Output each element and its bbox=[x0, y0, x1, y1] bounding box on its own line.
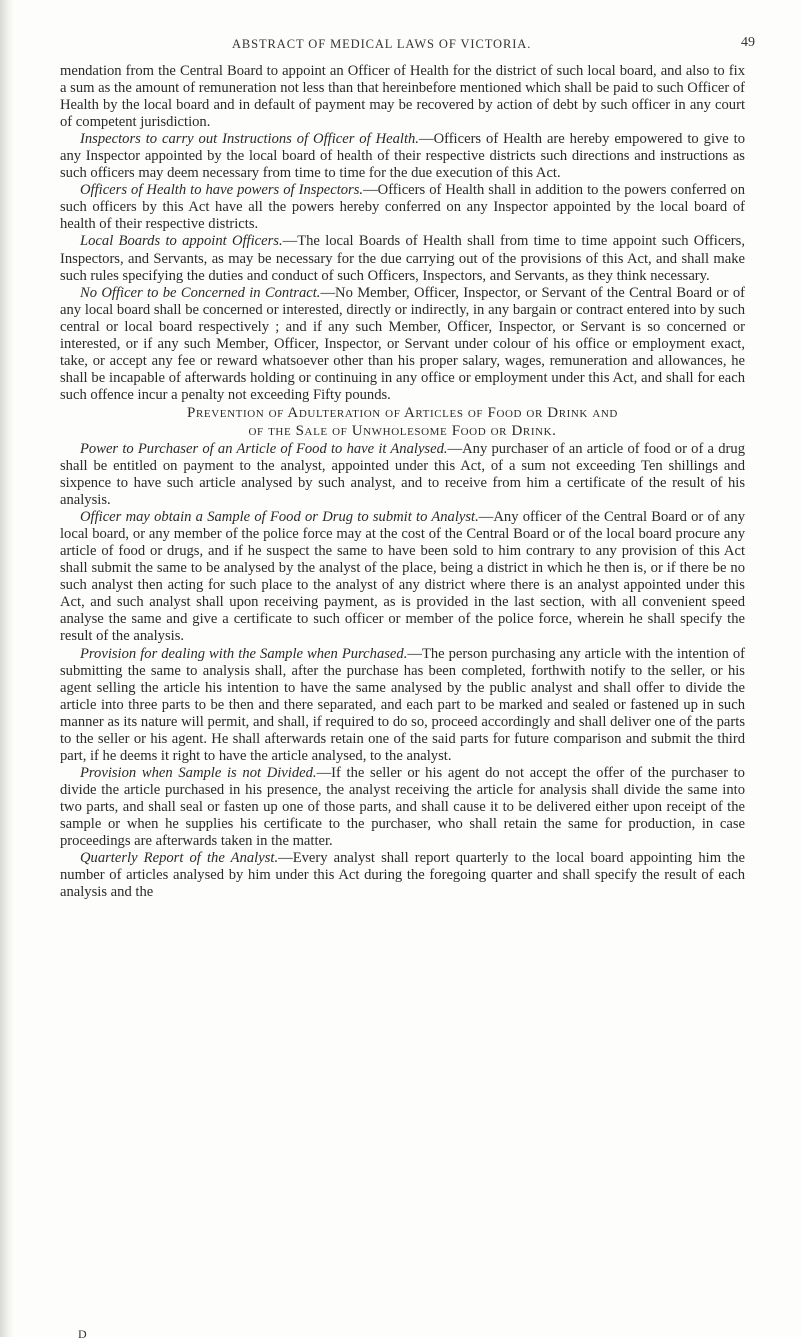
paragraph-text: —No Member, Officer, Inspector, or Servant of the Central Board or of any local board shall be concerned or interested, directly or indirectly, in any bargain or contract entered into by such central or local board respectively ; and if any such Member, Officer, Inspector, or Servant is so concerned or interested, or if any such Member, Officer, Inspector, or Servant under colour of his office or employment exact, take, or accept any fee or reward whatsoever other than his proper salary, wages, remuneration and allowances, he shall be incapable of afterwards holding or continuing in any office or employment under this Act, and shall for each such offence incur a penalty not exceeding Fifty pounds. bbox=[60, 284, 746, 403]
paragraph-text: —Every analyst shall report quarterly to the local board appointing him the number of articles analysed by him under this Act during the foregoing quarter and shall specify the result of each analysis and the bbox=[60, 850, 745, 901]
side-heading: Provision for dealing with the Sample when Purchased. bbox=[80, 645, 408, 662]
section-heading-line-2: of the Sale of Unwholesome Food or Drink. bbox=[248, 423, 557, 440]
side-heading: Officer may obtain a Sample of Food or Drug to submit to Analyst. bbox=[80, 509, 479, 526]
side-heading: Local Boards to appoint Officers. bbox=[80, 233, 283, 250]
side-heading: Officers of Health to have powers of Inspectors. bbox=[80, 182, 364, 199]
paragraph-text: —The person purchasing any article with the intention of submitting the same to analysis shall, after the purchase has been completed, forthwith notify to the seller, or his agent selling the article his intention to have the same analysed by the public analyst and shall offer to divide the article into three parts to be then and there separated, and each part to be marked and sealed or fastened up in such manner as its nature will permit, and shall, if required to do so, proceed accordingly and shall deliver one of the parts to the seller or his agent. He shall afterwards retain one of the said parts for future comparison and submit the third part, if he deems it right to have the article analysed, to the analyst. bbox=[60, 645, 745, 764]
page-number: 49 bbox=[741, 35, 755, 50]
section-heading-line-1: Prevention of Adulteration of Articles of Food or Drink and bbox=[187, 404, 618, 421]
side-heading: Inspectors to carry out Instructions of Officer of Health. bbox=[80, 131, 419, 148]
paragraph-text: —Officers of Health are hereby empowered to give to any Inspector appointed by the local board of health of their respective districts such directions and instructions as such officers may deem necessary from time to time for the due execution of this Act. bbox=[60, 131, 745, 182]
paragraph-sample-purchased bbox=[60, 646, 745, 765]
paragraph-text: —Any officer of the Central Board or of any local board, or any member of the police force may at the cost of the Central Board or of the local board procure any article of food or drugs, and if he suspect the same to have been sold to him contrary to any provision of this Act shall submit the same to be analysed by the analyst of the place, being a district in which he then is, or if there be no such analyst then acting for such place to the analyst of any district where there is an analyst appointed under this Act, and such analyst shall upon receiving payment, as is provided in the last section, with all convenient speed analyse the same and give a certificate to such officer or member of the police force, wherein he shall specify the result of the analysis. bbox=[60, 509, 745, 645]
paragraph-inspectors-instructions bbox=[60, 131, 745, 182]
section-heading bbox=[60, 404, 745, 441]
side-heading: Quarterly Report of the Analyst. bbox=[80, 850, 279, 867]
running-title: ABSTRACT OF MEDICAL LAWS OF VICTORIA. bbox=[232, 37, 532, 51]
side-heading: No Officer to be Concerned in Contract. bbox=[80, 284, 321, 301]
body-text bbox=[60, 63, 745, 901]
side-heading: Provision when Sample is not Divided. bbox=[80, 764, 317, 781]
paragraph-text: —Any purchaser of an article of food or of a drug shall be entitled on payment to the analyst, appointed under this Act, of a sum not exceeding Ten shillings and sixpence to have such article analysed by such analyst, and to receive from him a certificate of the result of his analysis. bbox=[60, 440, 745, 509]
paragraph-local-boards bbox=[60, 233, 745, 284]
side-heading: Power to Purchaser of an Article of Food to have it Analysed. bbox=[80, 440, 448, 457]
paragraph-continuation bbox=[60, 63, 745, 131]
paragraph-officer-sample bbox=[60, 509, 745, 645]
paragraph-text: —If the seller or his agent do not accept the offer of the purchaser to divide the article purchased in his presence, the analyst receiving the article for analysis shall divide the same into two parts, and shall seal or fasten up one of those parts, and shall cause it to be delivered either upon receipt of the sample or when he supplies his certificate to the purchaser, who shall retain the same for production, in case proceedings are afterwards taken in the matter. bbox=[60, 764, 745, 850]
paragraph-sample-not-divided bbox=[60, 765, 745, 850]
paragraph-no-officer-contract bbox=[60, 285, 745, 404]
paragraph-text: mendation from the Central Board to appoint an Officer of Health for the district of such local board, and also to fix a sum as the amount of remuneration not less than that hereinbefore mentioned which shall be paid to such Officer of Health by the local board and in default of payment may be recovered by action of debt by such officer in any court of competent jurisdiction. bbox=[60, 63, 745, 131]
paragraph-officers-powers bbox=[60, 182, 745, 233]
paragraph-text: —The local Boards of Health shall from time to time appoint such Officers, Inspectors, and Servants, as may be necessary for the due carrying out of the provisions of this Act, and shall make such rules specifying the duties and conduct of such Officers, Inspectors, and Servants, as they think necessary. bbox=[60, 233, 745, 284]
signature-mark: D bbox=[78, 1327, 87, 1341]
paragraph-purchaser-analysis bbox=[60, 441, 745, 509]
paragraph-text: —Officers of Health shall in addition to the powers conferred on such officers by this Act have all the powers hereby conferred on any Inspector appointed by the local board of health of their respective districts. bbox=[60, 182, 745, 233]
paragraph-quarterly-report bbox=[60, 850, 745, 901]
page-edge-shadow bbox=[0, 0, 14, 1337]
